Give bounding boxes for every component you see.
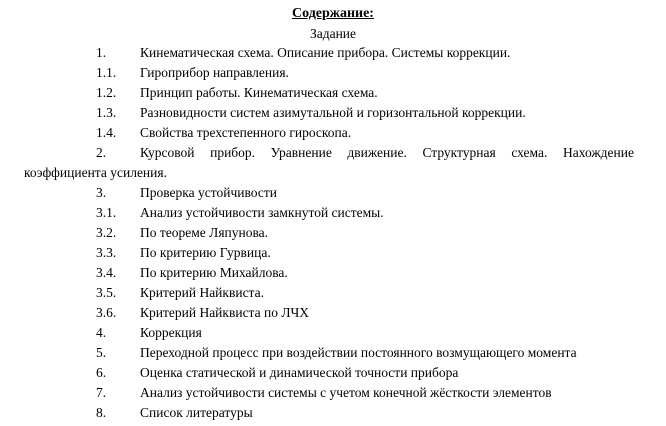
toc-item-text: По критерию Михайлова. bbox=[140, 265, 288, 280]
toc-item-7 bbox=[0, 383, 666, 403]
toc-item-4 bbox=[0, 323, 666, 343]
toc-item-number: 3.4. bbox=[96, 265, 117, 280]
toc-item-6 bbox=[0, 363, 666, 383]
table-of-contents bbox=[0, 43, 666, 423]
toc-item-1 bbox=[0, 43, 666, 63]
toc-item-number: 1. bbox=[96, 45, 107, 60]
page-subtitle: Задание bbox=[309, 26, 357, 41]
toc-item-1-3 bbox=[0, 103, 666, 123]
toc-item-number: 7. bbox=[96, 385, 107, 400]
toc-item-1-4 bbox=[0, 123, 666, 143]
toc-item-text: Оценка статической и динамической точности прибора bbox=[140, 365, 459, 380]
toc-item-text-continuation: коэффициента усиления. bbox=[24, 165, 167, 180]
toc-item-number: 3.2. bbox=[96, 225, 117, 240]
toc-item-3-2 bbox=[0, 223, 666, 243]
toc-item-8 bbox=[0, 403, 666, 423]
toc-item-text: Принцип работы. Кинематическая схема. bbox=[140, 85, 378, 100]
toc-item-number: 2. bbox=[96, 145, 107, 160]
toc-item-number: 1.2. bbox=[96, 85, 117, 100]
toc-item-number: 4. bbox=[96, 325, 107, 340]
toc-item-number: 1.3. bbox=[96, 105, 117, 120]
toc-item-number: 8. bbox=[96, 405, 107, 420]
toc-item-text: Кинематическая схема. Описание прибора. Системы коррекции. bbox=[140, 45, 511, 60]
toc-item-number: 3.3. bbox=[96, 245, 117, 260]
toc-item-text: Курсовой прибор. Уравнение движение. Структурная схема. Нахождение bbox=[140, 145, 634, 160]
toc-item-3 bbox=[0, 183, 666, 203]
toc-item-number: 3.5. bbox=[96, 285, 117, 300]
toc-item-3-4 bbox=[0, 263, 666, 283]
toc-item-text: Анализ устойчивости замкнутой системы. bbox=[140, 205, 384, 220]
toc-item-text: Свойства трехстепенного гироскопа. bbox=[140, 125, 352, 140]
toc-item-number: 3.6. bbox=[96, 305, 117, 320]
toc-item-1-2 bbox=[0, 83, 666, 103]
toc-item-1-1 bbox=[0, 63, 666, 83]
toc-item-text: Анализ устойчивости системы с учетом конечной жёсткости элементов bbox=[140, 385, 552, 400]
toc-item-3-3 bbox=[0, 243, 666, 263]
toc-item-5 bbox=[0, 343, 666, 363]
toc-item-text: По теореме Ляпунова. bbox=[140, 225, 269, 240]
toc-item-number: 3.1. bbox=[96, 205, 117, 220]
page-title: Содержание: bbox=[292, 6, 374, 21]
toc-item-number: 5. bbox=[96, 345, 107, 360]
toc-item-text: Критерий Найквиста по ЛЧХ bbox=[140, 305, 310, 320]
toc-item-text: Коррекция bbox=[140, 325, 202, 340]
toc-item-text: Гироприбор направления. bbox=[140, 65, 289, 80]
toc-item-text: Переходной процесс при воздействии постоянного возмущающего момента bbox=[140, 345, 577, 360]
toc-item-number: 1.1. bbox=[96, 65, 117, 80]
toc-item-3-5 bbox=[0, 283, 666, 303]
toc-item-number: 6. bbox=[96, 365, 107, 380]
toc-item-text: Критерий Найквиста. bbox=[140, 285, 264, 300]
toc-item-3-6 bbox=[0, 303, 666, 323]
toc-item-number: 3. bbox=[96, 185, 107, 200]
toc-item-text: Проверка устойчивости bbox=[140, 185, 277, 200]
toc-item-number: 1.4. bbox=[96, 125, 117, 140]
toc-item-3-1 bbox=[0, 203, 666, 223]
toc-item-text: Список литературы bbox=[140, 405, 253, 420]
toc-item-2 bbox=[0, 143, 666, 183]
toc-item-text: По критерию Гурвица. bbox=[140, 245, 271, 260]
toc-item-text: Разновидности систем азимутальной и горизонтальной коррекции. bbox=[140, 105, 526, 120]
